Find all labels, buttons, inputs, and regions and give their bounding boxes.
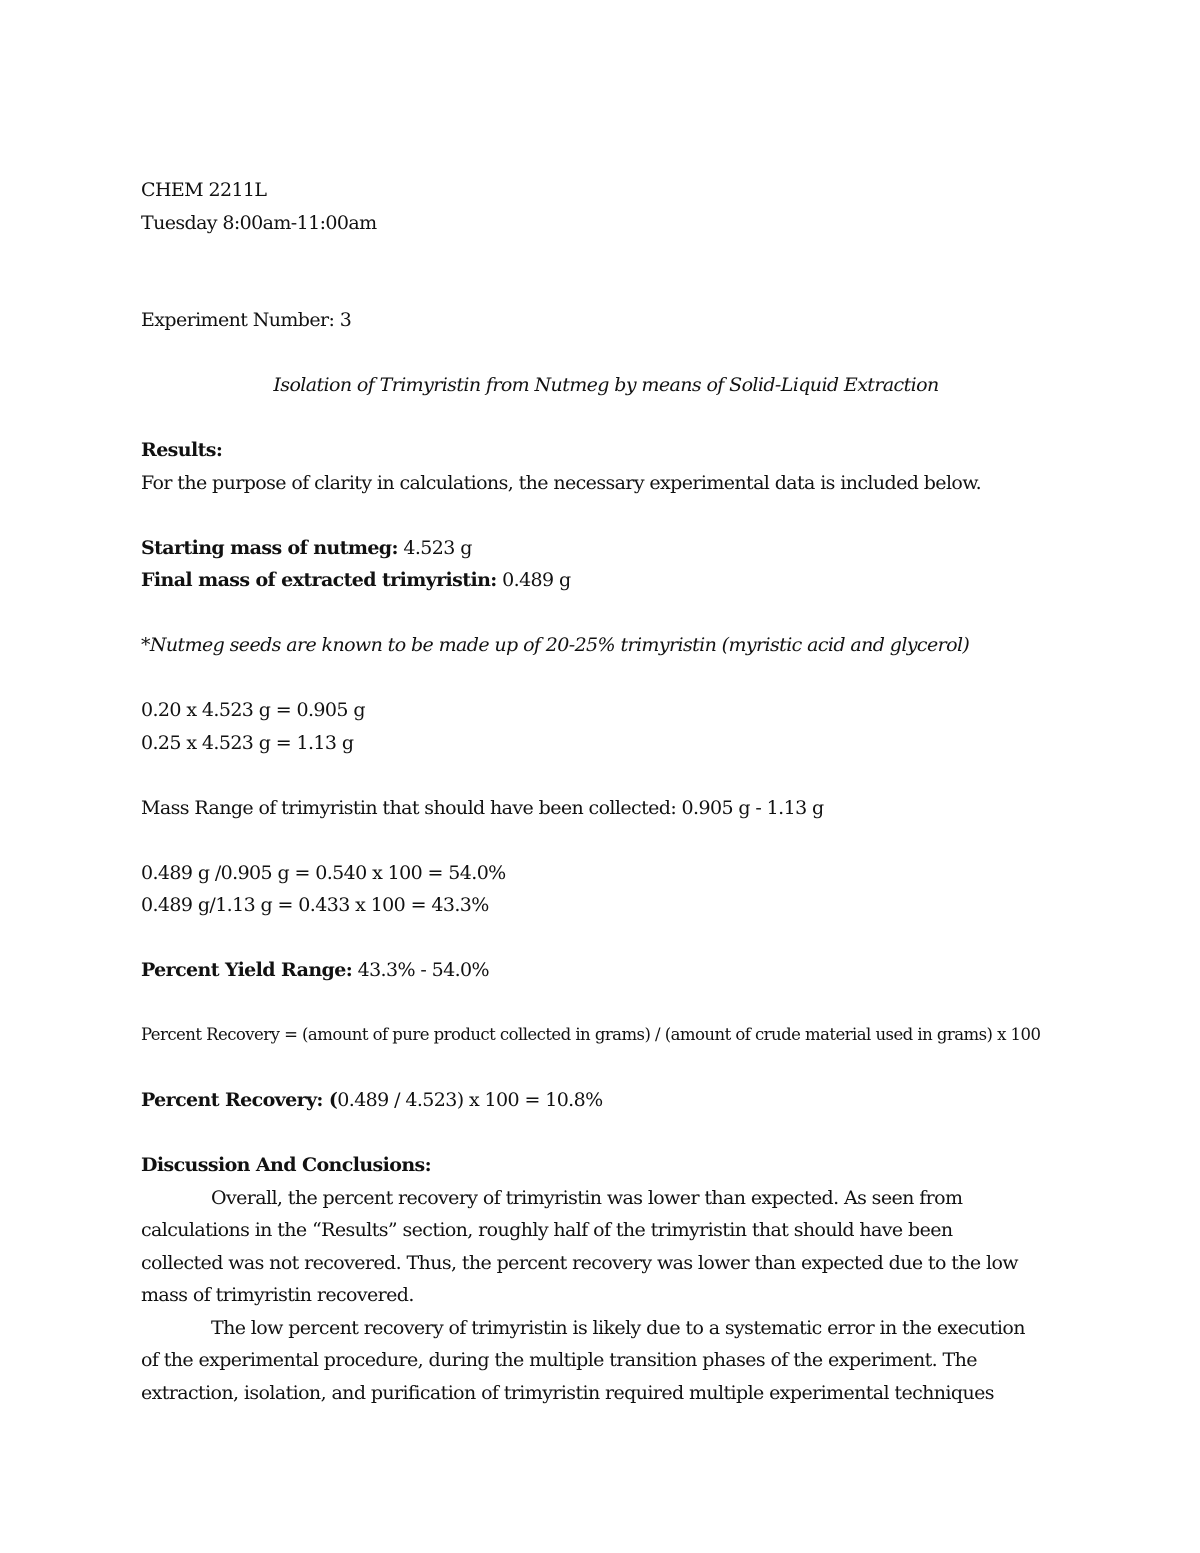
calculation-line: 0.25 x 4.523 g = 1.13 g bbox=[141, 731, 354, 754]
final-mass-label: Final mass of extracted trimyristin: bbox=[141, 569, 497, 591]
percent-recovery-paren: ( bbox=[328, 1089, 338, 1111]
spacer bbox=[141, 987, 1071, 1020]
spacer bbox=[141, 759, 1071, 792]
spacer bbox=[141, 1117, 1071, 1150]
percent-recovery-label: Percent Recovery: bbox=[141, 1089, 329, 1111]
class-schedule: Tuesday 8:00am-11:00am bbox=[141, 211, 377, 234]
spacer bbox=[141, 922, 1071, 955]
spacer bbox=[141, 597, 1071, 630]
paragraph-line: extraction, isolation, and purification of trimyristin required multiple experimental techniques bbox=[141, 1381, 994, 1404]
calculation-line: 0.489 g/1.13 g = 0.433 x 100 = 43.3% bbox=[141, 894, 489, 916]
experiment-number: Experiment Number: 3 bbox=[141, 309, 352, 331]
starting-mass bbox=[141, 532, 1071, 565]
spacer bbox=[141, 662, 1071, 695]
final-mass-value: 0.489 g bbox=[496, 569, 571, 591]
percent-recovery-formula: Percent Recovery = (amount of pure product collected in grams) / (amount of crude material used in grams) x 100 bbox=[141, 1025, 1041, 1044]
calculation-line: 0.489 g /0.905 g = 0.540 x 100 = 54.0% bbox=[141, 861, 506, 884]
spacer bbox=[141, 402, 1071, 435]
spacer bbox=[141, 499, 1071, 532]
percent-yield-value: 43.3% - 54.0% bbox=[352, 959, 489, 981]
spacer bbox=[141, 1052, 1071, 1085]
results-intro: For the purpose of clarity in calculations, the necessary experimental data is included below. bbox=[141, 471, 982, 494]
discussion-paragraph-1 bbox=[141, 1182, 1071, 1312]
paragraph-line: calculations in the “Results” section, roughly half of the trimyristin that should have been bbox=[141, 1219, 953, 1241]
percent-yield-range bbox=[141, 954, 1071, 987]
paragraph-line: The low percent recovery of trimyristin is likely due to a systematic error in the execution bbox=[211, 1316, 1025, 1339]
percent-recovery-value: 0.489 / 4.523) x 100 = 10.8% bbox=[337, 1089, 603, 1111]
percent-recovery bbox=[141, 1084, 1071, 1117]
starting-mass-label: Starting mass of nutmeg: bbox=[141, 536, 398, 559]
paragraph-line: collected was not recovered. Thus, the percent recovery was lower than expected due to the low bbox=[141, 1251, 1018, 1274]
discussion-heading: Discussion And Conclusions: bbox=[141, 1154, 432, 1176]
course-code: CHEM 2211L bbox=[141, 179, 267, 201]
final-mass bbox=[141, 564, 1071, 597]
document-page bbox=[141, 174, 1071, 1409]
spacer bbox=[141, 239, 1071, 304]
percent-yield-label: Percent Yield Range: bbox=[141, 959, 353, 981]
starting-mass-value: 4.523 g bbox=[397, 536, 472, 559]
nutmeg-note: *Nutmeg seeds are known to be made up of 20-25% trimyristin (myristic acid and glycerol) bbox=[141, 634, 970, 656]
spacer bbox=[141, 824, 1071, 857]
paragraph-line: of the experimental procedure, during the multiple transition phases of the experiment. The bbox=[141, 1349, 977, 1371]
spacer bbox=[141, 337, 1071, 370]
paragraph-line: mass of trimyristin recovered. bbox=[141, 1284, 414, 1306]
discussion-paragraph-2 bbox=[141, 1312, 1071, 1410]
paragraph-line: Overall, the percent recovery of trimyristin was lower than expected. As seen from bbox=[211, 1186, 963, 1209]
results-heading: Results: bbox=[141, 439, 223, 461]
document-title: Isolation of Trimyristin from Nutmeg by means of Solid-Liquid Extraction bbox=[273, 374, 939, 396]
calculation-line: 0.20 x 4.523 g = 0.905 g bbox=[141, 699, 365, 721]
mass-range: Mass Range of trimyristin that should have been collected: 0.905 g - 1.13 g bbox=[141, 796, 824, 819]
